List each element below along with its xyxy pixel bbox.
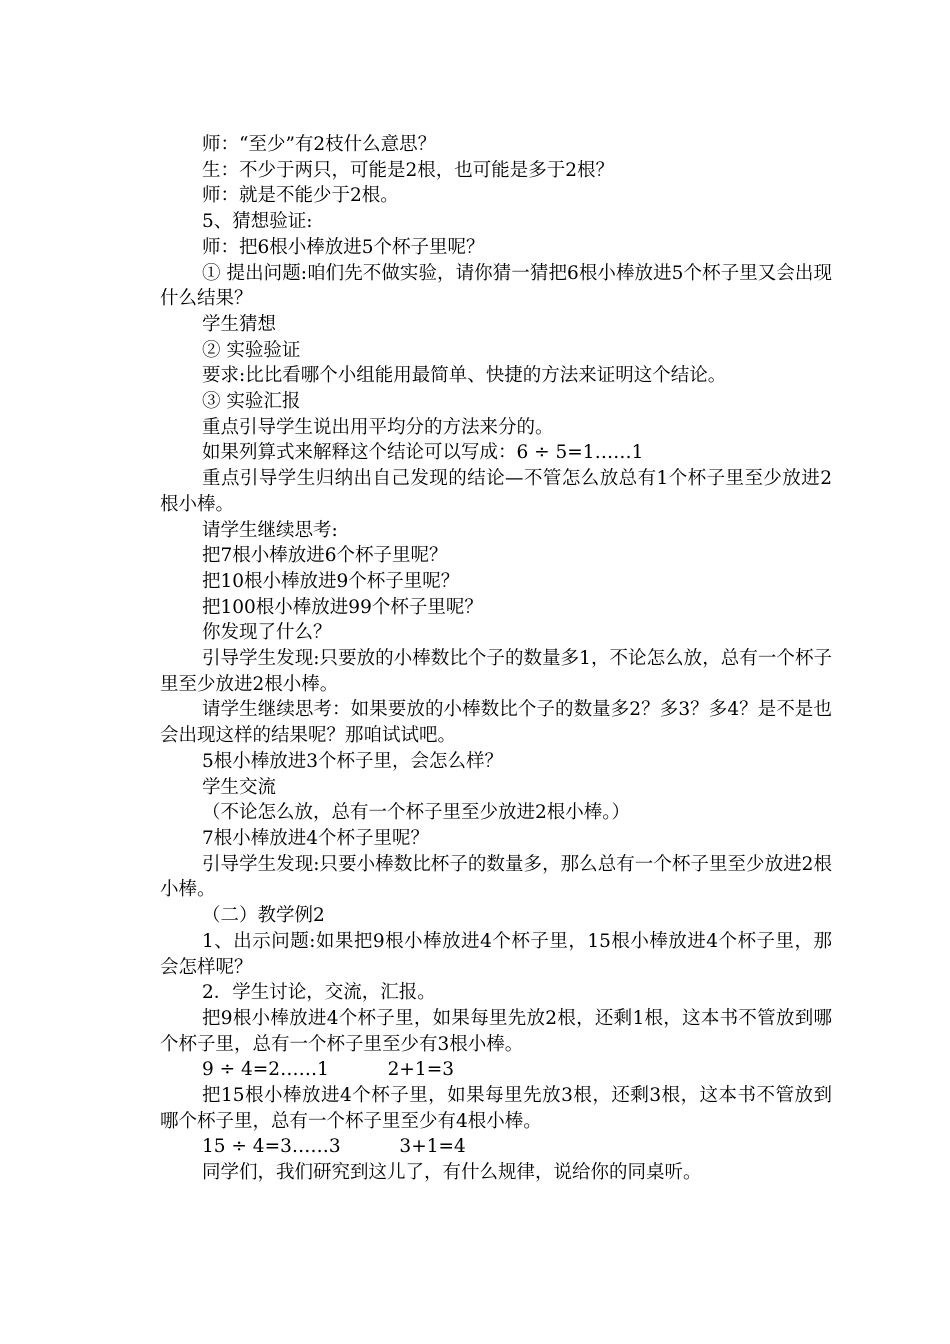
paragraph: ① 提出问题:咱们先不做实验，请你猜一猜把6根小棒放进5个杯子里又会出现什么结果？ bbox=[160, 262, 832, 310]
paragraph: 引导学生发现:只要小棒数比杯子的数量多，那么总有一个杯子里至少放进2根小棒。 bbox=[160, 853, 832, 901]
paragraph: （不论怎么放，总有一个杯子里至少放进2根小棒。） bbox=[202, 802, 631, 824]
paragraph: 把10根小棒放进9个杯子里呢？ bbox=[202, 570, 460, 592]
paragraph: 学生交流 bbox=[202, 776, 277, 798]
paragraph: 5、猜想验证: bbox=[202, 211, 313, 233]
paragraph: （二）教学例2 bbox=[202, 905, 325, 927]
paragraph: 把7根小棒放进6个杯子里呢？ bbox=[202, 545, 448, 567]
calculation-line: 15 ÷ 4=3……3 3+1=4 bbox=[202, 1136, 466, 1158]
paragraph: 把15根小棒放进4个杯子里，如果每里先放3根，还剩3根，这本书不管放到哪个杯子里，总有一个杯子里至少有4根小棒。 bbox=[160, 1085, 832, 1132]
paragraph: 1、出示问题:如果把9根小棒放进4个杯子里，15根小棒放进4个杯子里，那会怎样呢？ bbox=[160, 930, 832, 978]
calculation-line: 9 ÷ 4=2……1 2+1=3 bbox=[202, 1059, 454, 1081]
paragraph: 学生猜想 bbox=[202, 313, 277, 335]
paragraph: ② 实验验证 bbox=[202, 339, 301, 361]
paragraph: 你发现了什么？ bbox=[202, 622, 332, 644]
paragraph: 师：把6根小棒放进5个杯子里呢？ bbox=[202, 236, 485, 258]
paragraph: 重点引导学生说出用平均分的方法来分的。 bbox=[202, 416, 554, 438]
paragraph: 7根小棒放进4个杯子里呢？ bbox=[202, 827, 430, 849]
paragraph: 把9根小棒放进4个杯子里，如果每里先放2根，还剩1根，这本书不管放到哪个杯子里，总有一个杯子里至少有3根小棒。 bbox=[160, 1007, 832, 1055]
paragraph: 请学生继续思考：如果要放的小棒数比个子的数量多2？多3？多4？是不是也会出现这样的结果呢？那咱试试吧。 bbox=[160, 699, 832, 747]
paragraph: 5根小棒放进3个杯子里，会怎么样？ bbox=[202, 750, 504, 772]
paragraph: 重点引导学生归纳出自己发现的结论—不管怎么放总有1个杯子里至少放进2根小棒。 bbox=[160, 468, 832, 515]
document-body bbox=[160, 132, 832, 1186]
paragraph: 请学生继续思考: bbox=[202, 519, 338, 541]
paragraph: ③ 实验汇报 bbox=[202, 391, 301, 413]
paragraph: 要求:比比看哪个小组能用最简单、快捷的方法来证明这个结论。 bbox=[202, 365, 727, 387]
paragraph: 把100根小棒放进99个杯子里呢？ bbox=[202, 596, 483, 618]
paragraph: 生：不少于两只，可能是2根，也可能是多于2根？ bbox=[202, 159, 615, 181]
paragraph: 引导学生发现:只要放的小棒数比个子的数量多1，不论怎么放，总有一个杯子里至少放进2根小棒。 bbox=[160, 648, 832, 695]
paragraph: 2．学生讨论，交流，汇报。 bbox=[202, 982, 436, 1004]
paragraph: 如果列算式来解释这个结论可以写成：6 ÷ 5=1……1 bbox=[202, 442, 644, 464]
paragraph: 师：就是不能少于2根。 bbox=[202, 185, 399, 207]
paragraph: 同学们，我们研究到这儿了，有什么规律，说给你的同桌听。 bbox=[202, 1162, 702, 1184]
paragraph: 师：“至少”有2枝什么意思？ bbox=[202, 134, 437, 155]
